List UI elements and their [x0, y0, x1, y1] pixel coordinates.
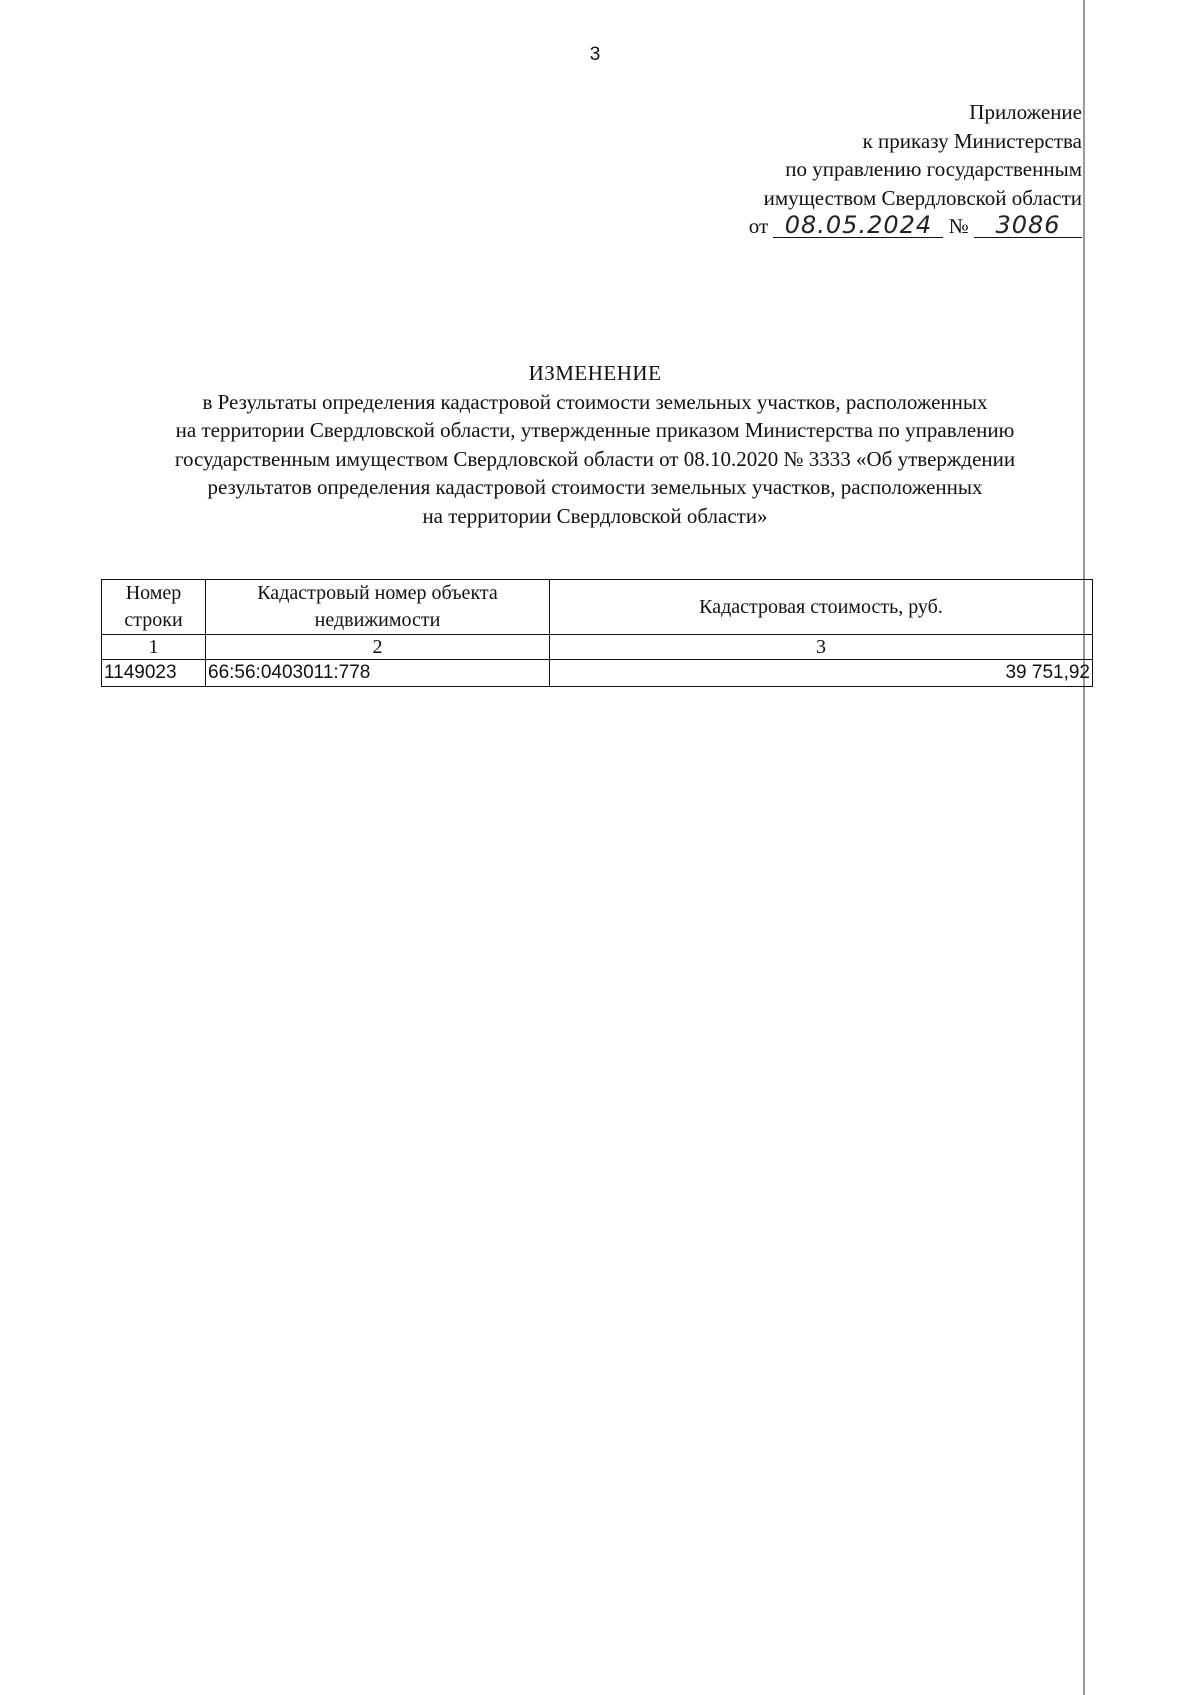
table-row [102, 660, 1093, 687]
row-number-cell: 1149023 [102, 660, 206, 687]
heading-line: в Результаты определения кадастровой стоимости земельных участков, расположенных [202, 389, 988, 414]
order-date-number-row [749, 212, 1082, 241]
document-heading [60, 359, 1130, 530]
page-number: 3 [589, 44, 601, 65]
cadastral-value-table [101, 579, 1093, 687]
table-header-row [102, 580, 1093, 635]
header-cadastral-number: Кадастровый номер объекта недвижимости [206, 580, 550, 635]
cadastral-value-cell: 39 751,92 [550, 660, 1093, 687]
heading-line: результатов определения кадастровой стоимости земельных участков, расположенных [207, 475, 983, 499]
cadastral-number-cell: 66:56:0403011:778 [206, 660, 550, 687]
header-cadastral-value: Кадастровая стоимость, руб. [550, 580, 1093, 635]
heading-line: государственным имуществом Свердловской области от 08.10.2020 № 3333 «Об утверждении [174, 446, 1016, 471]
scan-edge-line [1083, 0, 1085, 1695]
heading-line: на территории Свердловской области, утвержденные приказом Министерства по управлению [175, 418, 1015, 442]
from-label: от [748, 214, 769, 238]
appendix-line: Приложение [969, 100, 1082, 124]
number-label: № [948, 214, 969, 238]
appendix-line: к приказу Министерства [862, 128, 1082, 153]
column-number-row [102, 635, 1093, 660]
heading-line: на территории Свердловской области» [422, 503, 768, 528]
handwritten-order-number: 3086 [974, 213, 1082, 238]
heading-title: ИЗМЕНЕНИЕ [528, 361, 662, 385]
appendix-line: по управлению государственным [785, 157, 1082, 181]
column-number-cell: 2 [206, 635, 550, 660]
appendix-line: имуществом Свердловской области [763, 185, 1082, 210]
header-row-number: Номер строки [102, 580, 206, 635]
column-number-cell: 3 [550, 635, 1093, 660]
handwritten-date: 08.05.2024 [773, 213, 943, 238]
appendix-block [749, 98, 1082, 241]
column-number-cell: 1 [102, 635, 206, 660]
